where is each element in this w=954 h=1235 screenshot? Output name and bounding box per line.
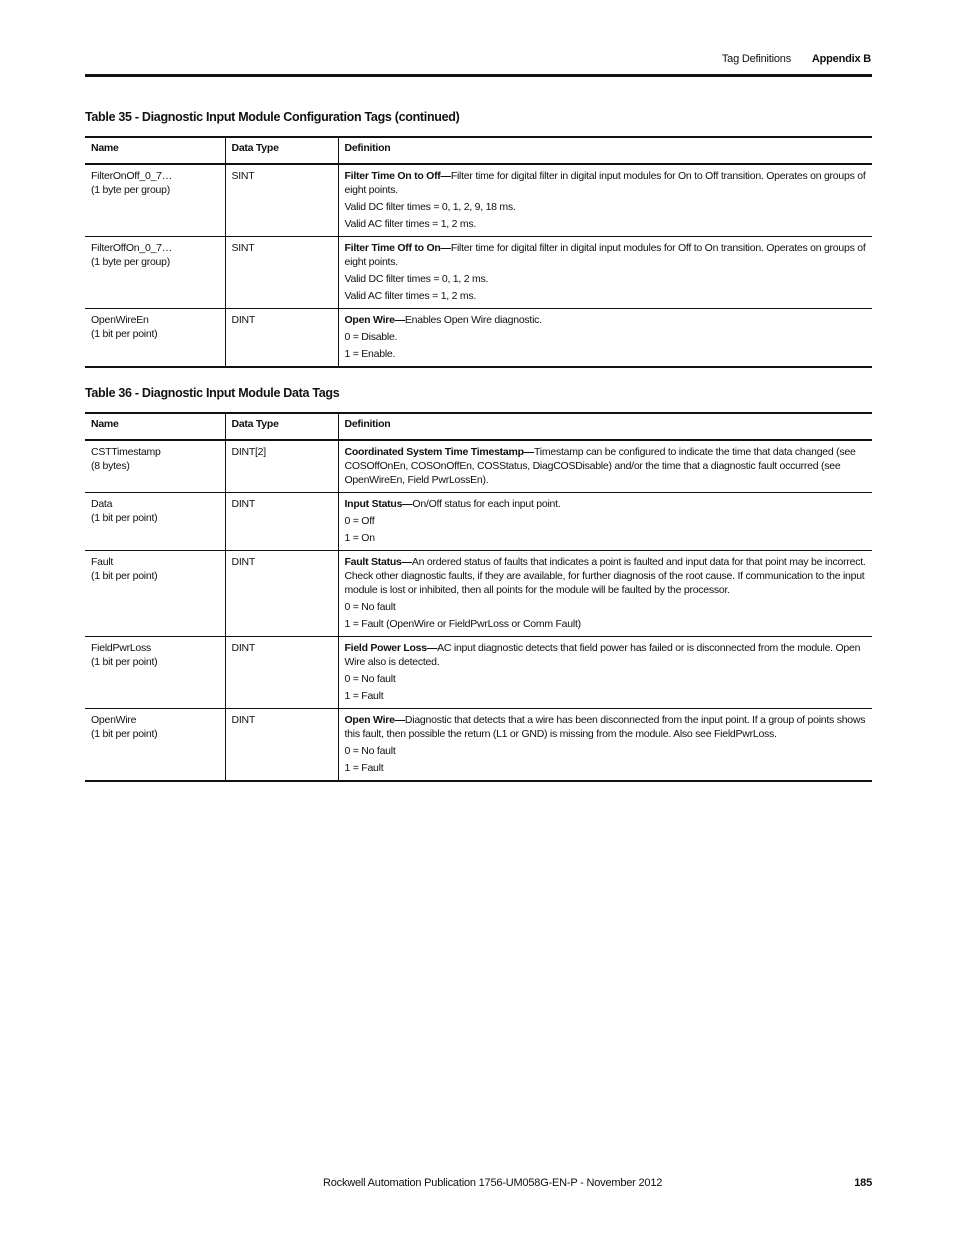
column-header-definition: Definition bbox=[338, 137, 872, 164]
value-line: 1 = On bbox=[344, 532, 375, 544]
value-line: 1 = Enable. bbox=[344, 348, 396, 360]
table-row bbox=[85, 493, 872, 551]
definition-description: On/Off status for each input point. bbox=[412, 498, 561, 510]
publication-info: Rockwell Automation Publication 1756-UM058G-EN-P - November 2012 bbox=[323, 1177, 663, 1189]
data-type-cell: DINT bbox=[225, 709, 338, 782]
definition-cell bbox=[338, 493, 872, 551]
value-line: 0 = No fault bbox=[344, 745, 396, 757]
value-line: 0 = No fault bbox=[344, 673, 396, 685]
definition-term: Filter Time Off to On— bbox=[344, 242, 451, 254]
appendix-label: Appendix B bbox=[811, 53, 871, 65]
tag-name: OpenWire bbox=[91, 714, 137, 726]
definition-cell bbox=[338, 440, 872, 493]
tag-name-cell bbox=[85, 493, 225, 551]
definition-description: Timestamp can be configured to indicate the time that data changed (see COSOffOnEn, COSOnOffEn, COSStatus, DiagCOSDisable) and/or the time that a diagnostic fault occurred (see OpenWireEn, Field PwrLossEn). bbox=[344, 446, 856, 486]
definition-description: Diagnostic that detects that a wire has been disconnected from the input point. If a group of points shows this fault, then possible the return (L1 or GND) is missing from the module. Also see FieldPwrLoss. bbox=[344, 714, 866, 740]
table-row bbox=[85, 164, 872, 237]
tag-size: (1 bit per point) bbox=[91, 328, 158, 340]
data-type-cell: DINT bbox=[225, 309, 338, 368]
definition-cell bbox=[338, 164, 872, 237]
page-number: 185 bbox=[854, 1177, 872, 1189]
data-type-cell: SINT bbox=[225, 164, 338, 237]
definition-text bbox=[345, 169, 867, 197]
tag-size: (1 bit per point) bbox=[91, 570, 158, 582]
value-line: 0 = No fault bbox=[344, 601, 396, 613]
tag-name: Data bbox=[91, 498, 113, 510]
definition-term: Filter Time On to Off— bbox=[344, 170, 451, 182]
definition-cell bbox=[338, 637, 872, 709]
value-line: 0 = Off bbox=[344, 515, 375, 527]
value-line: Valid AC filter times = 1, 2 ms. bbox=[344, 218, 477, 230]
tag-size: (1 bit per point) bbox=[91, 512, 158, 524]
table-row bbox=[85, 309, 872, 368]
column-header-data-type: Data Type bbox=[225, 137, 338, 164]
tag-name-cell bbox=[85, 164, 225, 237]
tag-name-cell bbox=[85, 237, 225, 309]
value-line: 1 = Fault bbox=[344, 762, 384, 774]
definition-text bbox=[345, 713, 867, 741]
value-line: 1 = Fault bbox=[344, 690, 384, 702]
table-row bbox=[85, 440, 872, 493]
tag-size: (8 bytes) bbox=[91, 460, 130, 472]
definition-cell bbox=[338, 551, 872, 637]
definition-text bbox=[345, 555, 867, 597]
column-header-name: Name bbox=[85, 413, 225, 440]
definition-text bbox=[345, 641, 867, 669]
definition-cell bbox=[338, 709, 872, 782]
data-type-cell: DINT bbox=[225, 493, 338, 551]
tag-size: (1 bit per point) bbox=[91, 656, 158, 668]
definition-text bbox=[345, 313, 867, 327]
column-header-name: Name bbox=[85, 137, 225, 164]
value-line: Valid DC filter times = 0, 1, 2 ms. bbox=[344, 273, 489, 285]
value-line: Valid DC filter times = 0, 1, 2, 9, 18 ms. bbox=[344, 201, 516, 213]
header-rule bbox=[85, 74, 872, 77]
tag-name: FilterOffOn_0_7… bbox=[91, 242, 173, 254]
definition-description: An ordered status of faults that indicates a point is faulted and input data for that point may be incorrect. Check other diagnostic faults, if they are available, for further diagnosis of the root cause. If communication to the input module is lost or inhibited, then all points for the module will be faulted by the processor. bbox=[344, 556, 866, 596]
value-line: 0 = Disable. bbox=[344, 331, 398, 343]
definition-term: Open Wire— bbox=[344, 714, 405, 726]
table-row bbox=[85, 637, 872, 709]
definition-term: Input Status— bbox=[344, 498, 413, 510]
tag-name: CSTTimestamp bbox=[91, 446, 161, 458]
definition-term: Open Wire— bbox=[344, 314, 405, 326]
tag-name-cell bbox=[85, 440, 225, 493]
table-row bbox=[85, 551, 872, 637]
value-line: Valid AC filter times = 1, 2 ms. bbox=[344, 290, 477, 302]
tag-name: FilterOnOff_0_7… bbox=[91, 170, 173, 182]
definition-cell bbox=[338, 237, 872, 309]
table-36-caption: Table 36 - Diagnostic Input Module Data Tags bbox=[85, 386, 340, 400]
tag-name-cell bbox=[85, 551, 225, 637]
definition-term: Coordinated System Time Timestamp— bbox=[344, 446, 534, 458]
definition-term: Fault Status— bbox=[344, 556, 412, 568]
tag-name-cell bbox=[85, 309, 225, 368]
definition-description: Filter time for digital filter in digital input modules for On to Off transition. Operates on groups of eight points. bbox=[344, 170, 866, 196]
definition-text bbox=[345, 497, 867, 511]
definition-description: AC input diagnostic detects that field power has failed or is disconnected from the module. Open Wire also is detected. bbox=[344, 642, 861, 668]
definition-text bbox=[345, 445, 867, 487]
tag-name: OpenWireEn bbox=[91, 314, 149, 326]
data-type-cell: DINT[2] bbox=[225, 440, 338, 493]
tag-size: (1 bit per point) bbox=[91, 728, 158, 740]
tag-size: (1 byte per group) bbox=[91, 256, 170, 268]
section-name: Tag Definitions bbox=[721, 53, 792, 65]
table-row bbox=[85, 709, 872, 782]
data-type-cell: DINT bbox=[225, 551, 338, 637]
definition-term: Field Power Loss— bbox=[344, 642, 438, 654]
tag-size: (1 byte per group) bbox=[91, 184, 170, 196]
column-header-definition: Definition bbox=[338, 413, 872, 440]
table-35-caption: Table 35 - Diagnostic Input Module Configuration Tags (continued) bbox=[85, 110, 460, 124]
value-line: 1 = Fault (OpenWire or FieldPwrLoss or Comm Fault) bbox=[344, 618, 581, 630]
tag-name: Fault bbox=[91, 556, 114, 568]
table-row bbox=[85, 237, 872, 309]
data-type-cell: SINT bbox=[225, 237, 338, 309]
tag-name: FieldPwrLoss bbox=[91, 642, 152, 654]
column-header-data-type: Data Type bbox=[225, 413, 338, 440]
table-35 bbox=[85, 136, 872, 368]
tag-name-cell bbox=[85, 637, 225, 709]
tag-name-cell bbox=[85, 709, 225, 782]
table-36 bbox=[85, 412, 872, 782]
running-header bbox=[722, 53, 871, 65]
definition-description: Filter time for digital filter in digital input modules for Off to On transition. Operates on groups of eight points. bbox=[344, 242, 866, 268]
data-type-cell: DINT bbox=[225, 637, 338, 709]
definition-cell bbox=[338, 309, 872, 368]
definition-text bbox=[345, 241, 867, 269]
definition-description: Enables Open Wire diagnostic. bbox=[404, 314, 542, 326]
